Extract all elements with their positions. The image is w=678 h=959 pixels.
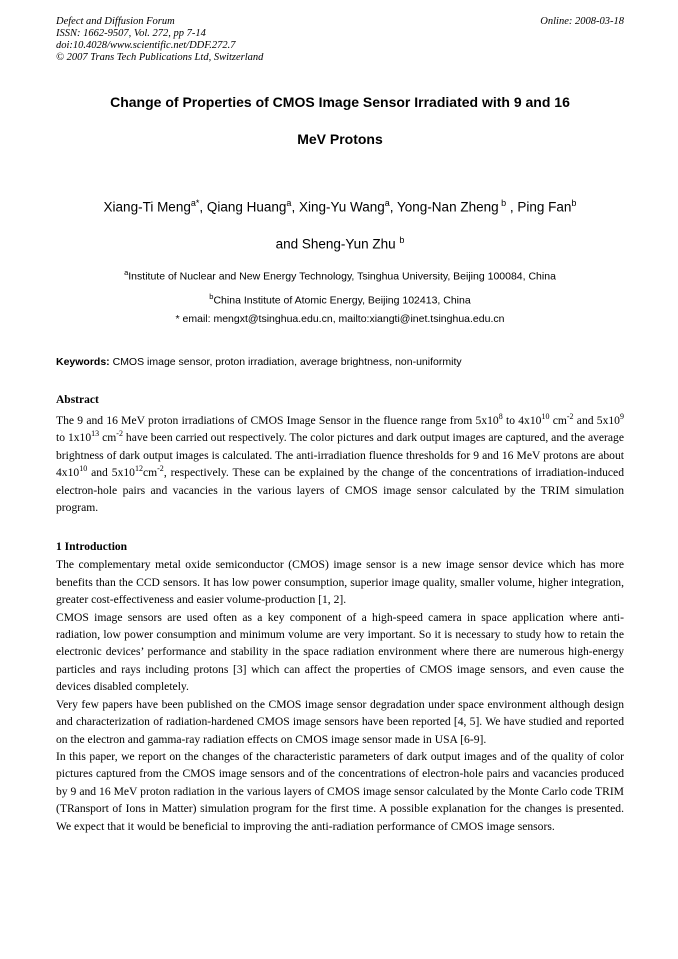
intro-paragraph-2: CMOS image sensors are used often as a key component of a high-speed camera in space application where anti-radiation, low power consumption and minimum volume are very important. So it is necessary to study how to retain the electronic devices’ performance and stability in the space radiation environment where there are numerous high-energy particles and rays including protons [3] which can affect the properties of CMOS image sensors, and even cause the devices disabled completely. (56, 610, 624, 694)
abstract-heading: Abstract (56, 394, 99, 406)
email-line: * email: mengxt@tsinghua.edu.cn, mailto:xiangti@inet.tsinghua.edu.cn (175, 313, 505, 325)
introduction-section (56, 539, 624, 835)
online-date: Online: 2008-03-18 (540, 16, 624, 27)
keywords-text: CMOS image sensor, proton irradiation, average brightness, non-uniformity (109, 356, 462, 368)
affiliation-a: $^a$Institute of Nuclear and New Energy Technology, Tsinghua University, Beijing 100084, China (124, 268, 556, 283)
intro-paragraph-1: The complementary metal oxide semiconductor (CMOS) image sensor is a new image sensor device which has more benefits than the CCD sensors. It has low power consumption, superior image quality, smaller volume, higher integration, greater cost-effectiveness and easier volume-production [1, 2]. (56, 558, 624, 607)
intro-paragraph-3: Very few papers have been published on the CMOS image sensor degradation under space environment although design and characterization of radiation-hardened CMOS image sensors have been reported [4, 5]. We have studied and reported on the electron and gamma-ray radiation effects on CMOS image sensor made in USA [6-9]. (56, 697, 624, 746)
issn-line: ISSN: 1662-9507, Vol. 272, pp 7-14 (56, 28, 206, 39)
affiliations-block (56, 263, 624, 329)
keywords-label: Keywords: (56, 356, 110, 368)
doi-line: doi:10.4028/www.scientific.net/DDF.272.7 (56, 40, 236, 51)
authors-line-2: and Sheng-Yun Zhu $^b$ (275, 234, 405, 251)
intro-paragraph-4: In this paper, we report on the changes of the characteristic parameters of dark output images and of the quality of color pictures captured from the CMOS image sensors and of the concentrations of electron-hole pairs and vacancies produced by 9 and 16 MeV proton radiation in the various layers of CMOS image sensor calculated by the Monte Carlo code TRIM (TRansport of Ions in Matter) simulation program for the first time. A possible explanation for the changes is presented. We expect that it would be beneficial to improving the anti-radiation performance of CMOS image sensors. (56, 749, 624, 833)
title-line-2: MeV Protons (297, 131, 383, 147)
copyright-line: © 2007 Trans Tech Publications Ltd, Switzerland (56, 52, 264, 63)
abstract-section (56, 392, 624, 516)
journal-header-left (56, 16, 263, 64)
abstract-body: The 9 and 16 MeV proton irradiations of CMOS Image Sensor in the fluence range from $5x10^8$ to $4x10^{10}$ $cm^{-2}$ and $5x10^9$ to $1x10^{13}$ $cm^{-2}$ have been carried out respectively. The color pictures and dark output images are captured, and the average brightness of dark output images is calculated. The anti-irradiation fluence thresholds for 9 and 16 MeV protons are about $4x10^{10}$ and $5x10^{12}cm^{-2}$, respectively. These can be explained by the change of the concentrations of irradiation-induced electron-hole pairs and vacancies in the various layers of CMOS image sensor calculated by the TRIM simulation program. (56, 412, 625, 515)
keywords-line (56, 355, 624, 369)
journal-header (56, 16, 624, 64)
paper-title (56, 94, 624, 147)
introduction-heading: 1 Introduction (56, 541, 128, 554)
affiliation-b: $^b$China Institute of Atomic Energy, Beijing 102413, China (209, 291, 471, 306)
authors-line-1: Xiang-Ti Meng$^{a*}$, Qiang Huang$^a$, Xing-Yu Wang$^a$, Yong-Nan Zheng $^b$ , Ping Fan$^b$ (103, 198, 577, 215)
journal-name: Defect and Diffusion Forum (56, 16, 175, 27)
authors-block (56, 195, 624, 252)
title-line-1: Change of Properties of CMOS Image Sensor Irradiated with 9 and 16 (110, 94, 570, 110)
